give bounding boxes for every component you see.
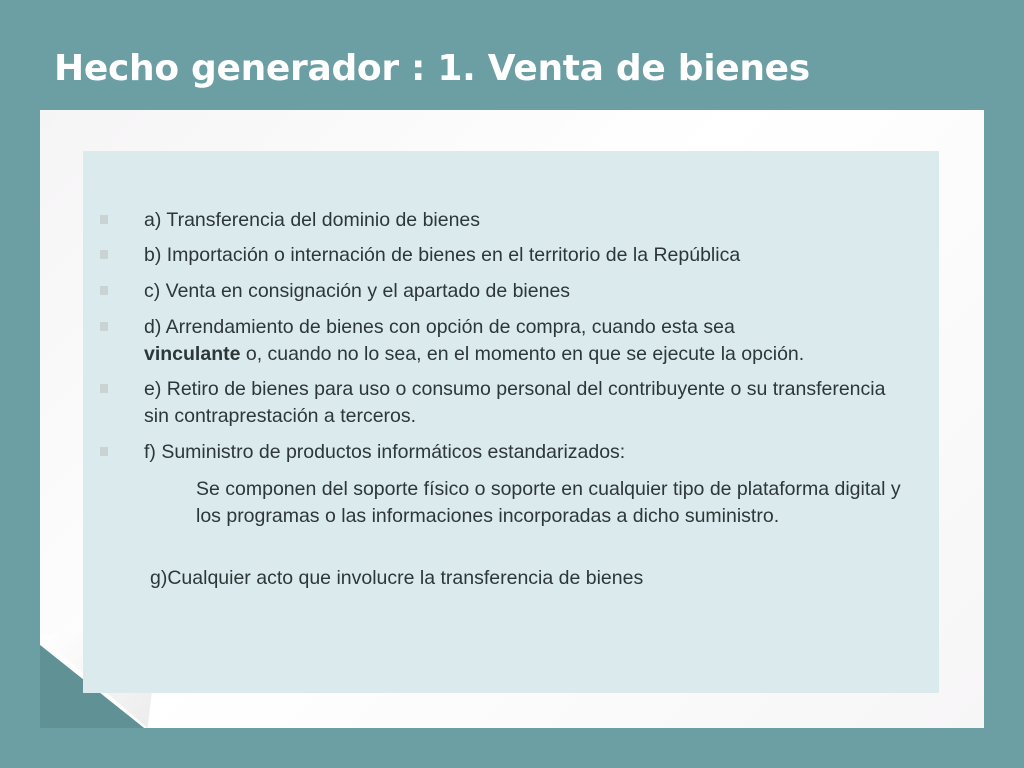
- list-item-text: [144, 314, 924, 368]
- bullet-icon: [100, 286, 108, 295]
- bullet-icon: [100, 384, 108, 393]
- list-item-text: a) Transferencia del dominio de bienes: [144, 209, 481, 231]
- bold-term: vinculante: [144, 343, 241, 365]
- list-item-line: o, cuando no lo sea, en el momento en que se ejecute la opción.: [240, 343, 805, 365]
- bullet-icon: [100, 250, 108, 259]
- bullet-icon: [100, 447, 108, 456]
- bullet-icon: [100, 215, 108, 224]
- list-item-text: f) Suministro de productos informáticos estandarizados:: [144, 441, 626, 463]
- list-item-text: c) Venta en consignación y el apartado de bienes: [144, 280, 571, 302]
- content-box: [83, 151, 939, 693]
- list-item-line: d) Arrendamiento de bienes con opción de compra, cuando esta sea: [144, 316, 735, 338]
- list-item-text: e) Retiro de bienes para uso o consumo personal del contribuyente o su transferencia sin contraprestación a terceros.: [144, 378, 886, 427]
- list-item-text: b) Importación o internación de bienes en el territorio de la República: [144, 244, 741, 266]
- sub-item-text: Se componen del soporte físico o soporte en cualquier tipo de plataforma digital y los programas o las informaciones incorporadas a dicho suministro.: [196, 478, 901, 527]
- list-item-text: g)Cualquier acto que involucre la transferencia de bienes: [150, 567, 644, 589]
- slide-title: Hecho generador : 1. Venta de bienes: [54, 48, 810, 89]
- bullet-icon: [100, 322, 108, 331]
